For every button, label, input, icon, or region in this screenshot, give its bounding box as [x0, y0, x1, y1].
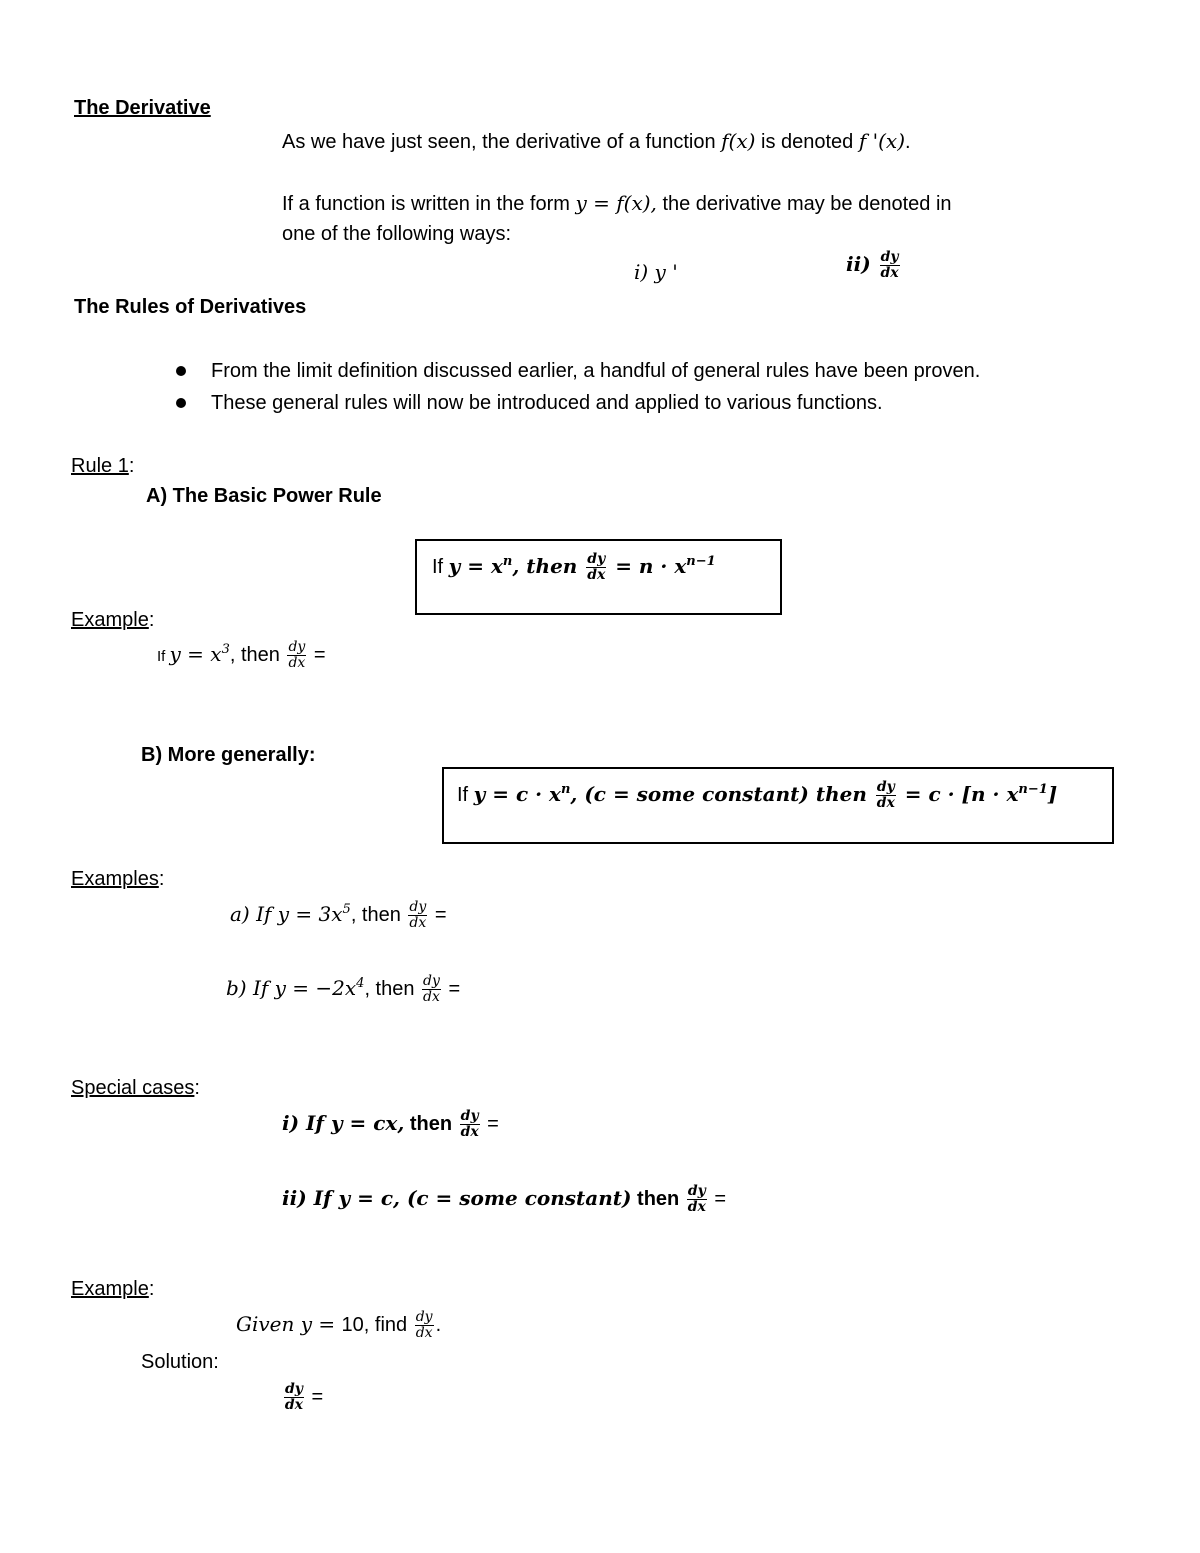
formula-math: y = x — [448, 553, 503, 578]
solution-label: Solution: — [141, 1351, 219, 1373]
fraction-dy-dx — [422, 974, 441, 1005]
formula-text: then — [404, 1112, 458, 1135]
notation-y-prime: i) y ' — [634, 260, 678, 284]
example-label — [71, 608, 154, 632]
fraction-dy-dx — [880, 250, 900, 281]
formula-text: = — [708, 1187, 727, 1210]
notation-label: ii) — [846, 251, 878, 276]
exponent: 5 — [342, 902, 351, 918]
special-label-text: Special cases — [71, 1077, 195, 1099]
formula-math: b) If y = −2x — [226, 975, 357, 1000]
exponent: n — [560, 782, 571, 798]
fraction-dy-dx — [460, 1109, 480, 1140]
formula-math: = n · x — [608, 553, 687, 578]
formula-text: If — [457, 783, 474, 806]
frac-den: dx — [460, 1124, 479, 1140]
example-formula — [157, 640, 326, 671]
frac-den: dx — [880, 265, 899, 281]
formula-math: ] — [1047, 781, 1058, 806]
formula-text: = — [429, 903, 447, 926]
frac-num: dy — [288, 639, 306, 655]
formula-text: If — [432, 555, 449, 578]
formula-text: If — [157, 647, 170, 665]
frac-num: dy — [409, 899, 427, 915]
frac-num: dy — [423, 973, 440, 989]
intro-line-1 — [282, 129, 911, 154]
colon: : — [158, 868, 165, 890]
formula-math: = c · [n · x — [897, 781, 1019, 806]
intro-text: As we have just seen, the derivative of a function — [282, 131, 722, 153]
fraction-dy-dx — [287, 640, 306, 671]
fraction-dy-dx — [284, 1382, 304, 1413]
frac-num: dy — [687, 1183, 706, 1199]
frac-den: dx — [423, 989, 440, 1005]
example-a — [230, 900, 447, 931]
rule1-label — [71, 454, 134, 478]
part-a-title: A) The Basic Power Rule — [146, 485, 382, 507]
fraction-dy-dx — [687, 1184, 707, 1215]
intro-line-3: one of the following ways: — [282, 223, 512, 245]
formula-math: y = x — [169, 641, 222, 666]
math-y-eq-fx: y = f(x), — [575, 191, 657, 215]
formula-text: , then — [229, 643, 286, 666]
bullet-item: From the limit definition discussed earlier, a handful of general rules have been proven. — [211, 360, 981, 382]
frac-den: dx — [409, 915, 427, 931]
bullet-icon — [176, 398, 186, 408]
intro-line-2 — [282, 191, 952, 216]
examples-label — [71, 867, 164, 891]
formula-text: then — [631, 1187, 685, 1210]
colon: : — [148, 609, 155, 631]
example2-formula — [236, 1310, 441, 1341]
formula-math: ii) If y = c, (c = some constant) — [282, 1185, 632, 1210]
frac-num: dy — [587, 551, 606, 567]
bullet-item: These general rules will now be introduced and applied to various functions. — [211, 392, 883, 414]
special-case-ii — [282, 1184, 726, 1215]
rules-heading: The Rules of Derivatives — [74, 296, 307, 318]
formula-text: = — [308, 643, 326, 666]
colon: : — [194, 1077, 200, 1099]
formula-math: i) If y = cx, — [282, 1110, 405, 1135]
frac-num: dy — [880, 249, 899, 265]
fraction-dy-dx — [586, 552, 606, 583]
formula-text: . — [435, 1313, 442, 1336]
formula-text: = — [442, 977, 461, 1000]
bullet-icon — [176, 366, 186, 376]
frac-num: dy — [876, 779, 895, 795]
colon: : — [128, 455, 135, 477]
frac-den: dx — [687, 1199, 706, 1215]
formula-math: a) If y = 3x — [230, 901, 343, 926]
frac-den: dx — [415, 1325, 433, 1341]
fraction-dy-dx — [408, 900, 427, 931]
formula-text: = — [305, 1385, 324, 1408]
formula-math: , then — [512, 553, 585, 578]
page-title: The Derivative — [74, 97, 211, 119]
example-b — [226, 974, 460, 1005]
formula-text: 10 — [341, 1313, 364, 1336]
rule1-label-text: Rule 1 — [71, 455, 129, 477]
part-b-title: B) More generally: — [141, 744, 316, 766]
formula-text: , then — [364, 977, 421, 1000]
exponent: n−1 — [1018, 782, 1048, 798]
formula-math: y = c · x — [473, 781, 561, 806]
frac-den: dx — [284, 1397, 304, 1413]
example-label-text: Example — [71, 609, 149, 631]
example2-label-text: Example — [71, 1278, 149, 1300]
frac-den: dx — [288, 655, 306, 671]
fraction-dy-dx — [415, 1310, 434, 1341]
example2-label — [71, 1277, 154, 1301]
intro-text: If a function is written in the form — [282, 193, 576, 215]
exponent: n — [502, 554, 513, 570]
intro-text: . — [905, 131, 911, 153]
notation-dy-dx — [846, 250, 902, 281]
special-case-i — [282, 1109, 499, 1140]
exponent: 4 — [356, 976, 365, 992]
formula-text: = — [481, 1112, 499, 1135]
fraction-dy-dx — [876, 780, 896, 811]
exponent: 3 — [221, 642, 230, 658]
formula-math: Given y = — [236, 1311, 342, 1336]
math-fprime: f '(x) — [858, 129, 906, 153]
general-rule-formula — [457, 780, 1057, 811]
exponent: n−1 — [686, 554, 716, 570]
colon: : — [148, 1278, 155, 1300]
formula-math: , (c = some constant) then — [570, 781, 874, 806]
formula-text: , find — [363, 1313, 413, 1336]
frac-den: dx — [587, 567, 606, 583]
frac-num: dy — [415, 1309, 433, 1325]
frac-num: dy — [460, 1108, 479, 1124]
intro-text: the derivative may be denoted in — [656, 193, 952, 215]
examples-label-text: Examples — [71, 868, 159, 890]
power-rule-formula — [432, 552, 716, 583]
formula-text: , then — [350, 903, 407, 926]
math-fx: f(x) — [721, 129, 756, 153]
special-cases-label — [71, 1076, 200, 1100]
frac-den: dx — [876, 795, 895, 811]
solution-formula — [282, 1382, 323, 1413]
frac-num: dy — [285, 1381, 303, 1397]
intro-text: is denoted — [755, 131, 859, 153]
